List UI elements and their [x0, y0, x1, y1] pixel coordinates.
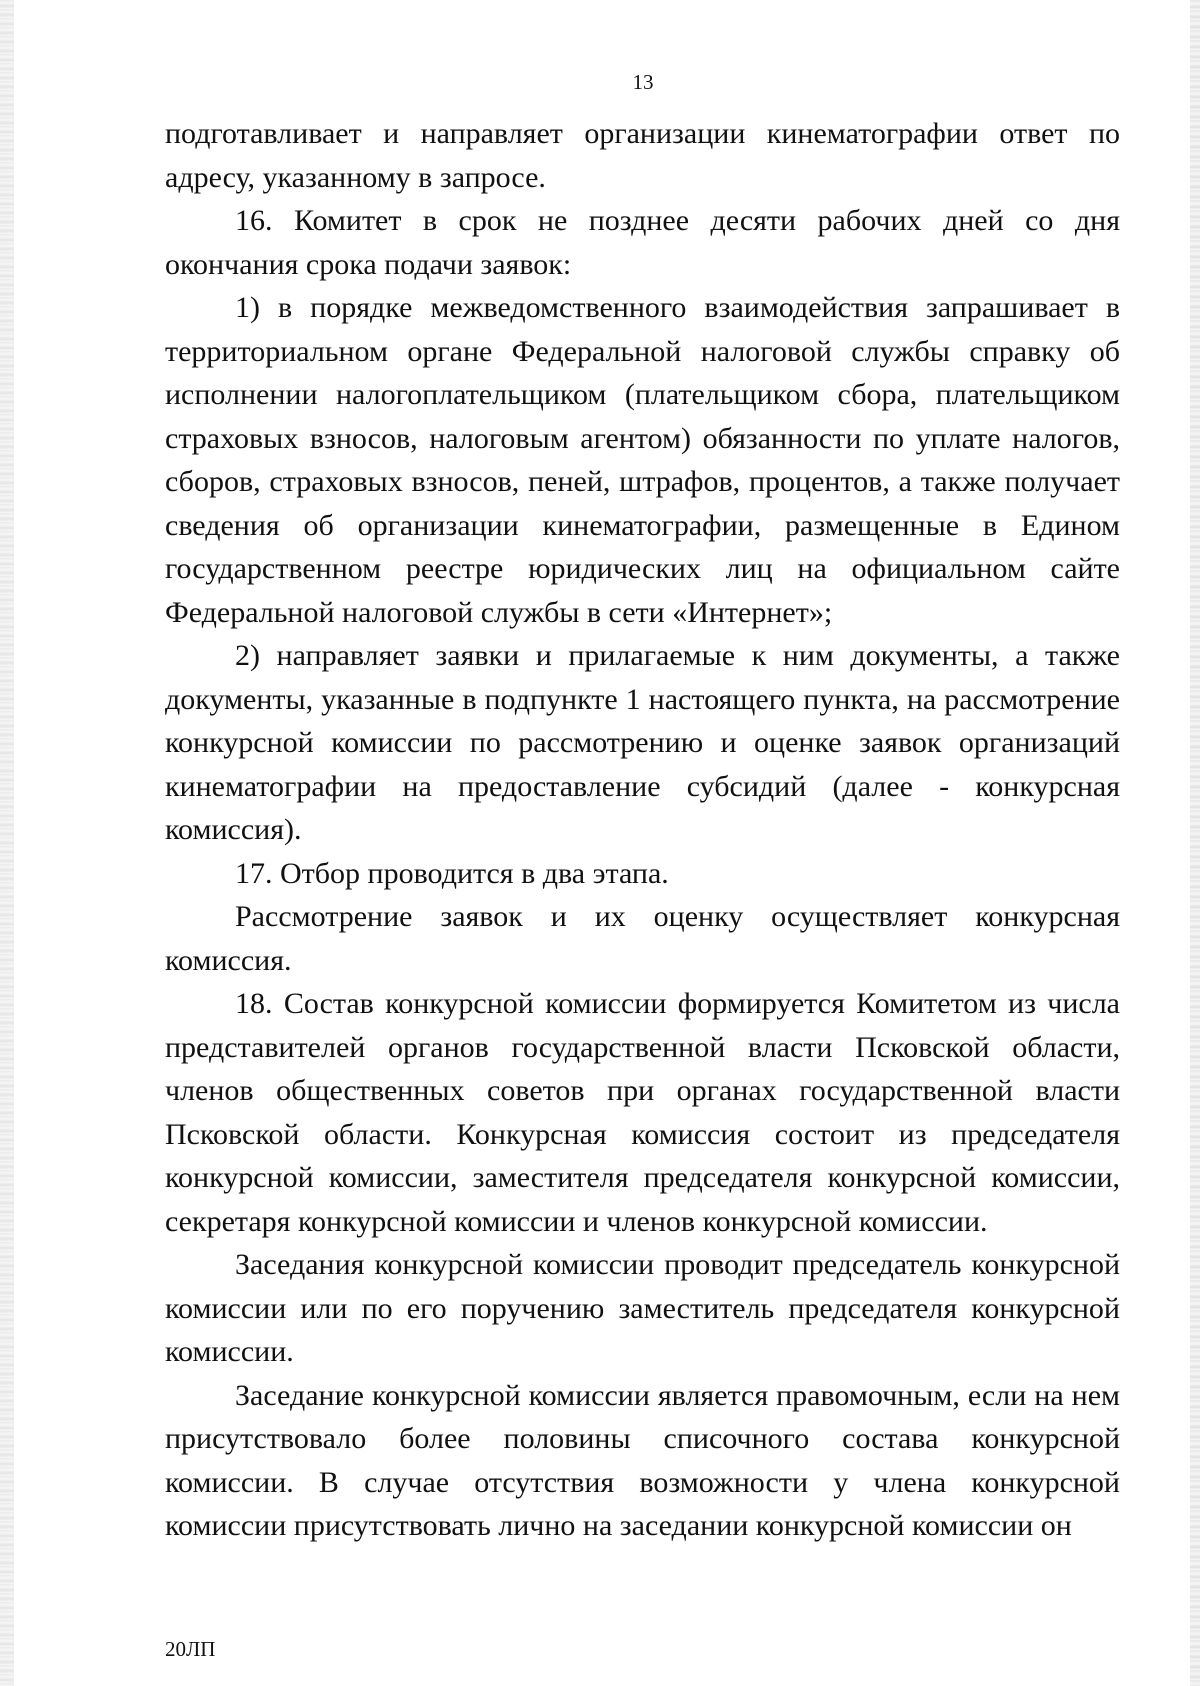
- paragraph-subitem-1: 1) в порядке межведомственного взаимодействия запрашивает в территориальном органе Федеральной налоговой службы справку об исполнении налогоплательщиком (плательщиком сбора, плательщиком страховых взносов, налоговым агентом) обязанности по уплате налогов, сборов, страховых взносов, пеней, штрафов, процентов, а также получает сведения об организации кинематографии, размещенные в Едином государственном реестре юридических лиц на официальном сайте Федеральной налоговой службы в сети «Интернет»;: [165, 291, 1120, 629]
- paragraph-item-16: 16. Комитет в срок не позднее десяти рабочих дней со дня окончания срока подачи заявок:: [165, 204, 1120, 281]
- paragraph-item-17: 17. Отбор проводится в два этапа.: [235, 856, 669, 890]
- paragraph-item-18: 18. Состав конкурсной комиссии формируется Комитетом из числа представителей органов государственной власти Псковской области, членов общественных советов при органах государственной власти Псковской области. Конкурсная комиссия состоит из председателя конкурсной комиссии, заместителя председателя конкурсной комиссии, секретаря конкурсной комиссии и членов конкурсной комиссии.: [165, 987, 1120, 1238]
- scan-edge-right: [1190, 0, 1200, 1686]
- paragraph-review: Рассмотрение заявок и их оценку осуществляет конкурсная комиссия.: [165, 900, 1120, 977]
- scan-edge-left: [0, 0, 14, 1686]
- paragraph-meetings: Заседания конкурсной комиссии проводит председатель конкурсной комиссии или по его поручению заместитель председателя конкурсной комиссии.: [165, 1248, 1120, 1368]
- document-body: [165, 112, 1120, 1548]
- page-number: 13: [632, 70, 654, 94]
- paragraph-quorum: Заседание конкурсной комиссии является правомочным, если на нем присутствовало более половины списочного состава конкурсной комиссии. В случае отсутствия возможности у члена конкурсной комиссии присутствовать лично на заседании конкурсной комиссии он: [165, 1378, 1120, 1542]
- footer-document-code: 20ЛП: [165, 1637, 216, 1661]
- paragraph-continuation: подготавливает и направляет организации кинематографии ответ по адресу, указанному в запросе.: [165, 117, 1120, 194]
- paragraph-subitem-2: 2) направляет заявки и прилагаемые к ним документы, а также документы, указанные в подпункте 1 настоящего пункта, на рассмотрение конкурсной комиссии по рассмотрению и оценке заявок организаций кинематографии на предоставление субсидий (далее - конкурсная комиссия).: [165, 639, 1120, 846]
